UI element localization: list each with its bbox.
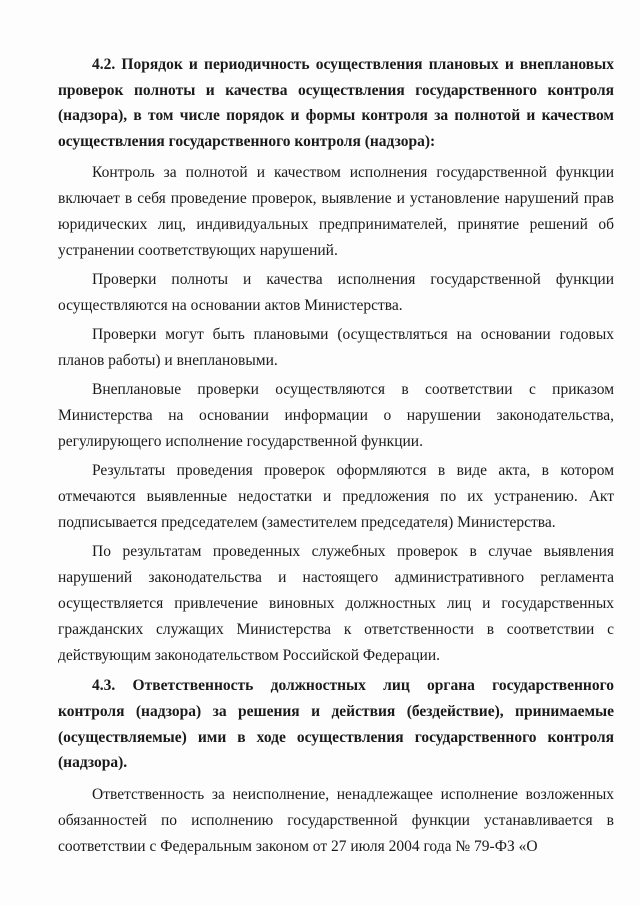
- paragraph-unplanned-checks: Внеплановые проверки осуществляются в соответствии с приказом Министерства на основании информации о нарушении законодательства, регулирующего исполнение государственной функции.: [58, 381, 614, 451]
- document-body: [58, 52, 614, 863]
- paragraph-checks-basis: Проверки полноты и качества исполнения государственной функции осуществляются на основании актов Министерства.: [58, 271, 614, 315]
- section-4-3-heading: 4.3. Ответственность должностных лиц органа государственного контроля (надзора) за решения и действия (бездействие), принимаемые (осуществляемые) ими в ходе осуществления государственного контроля (надзора).: [58, 677, 614, 772]
- paragraph-check-results: Результаты проведения проверок оформляются в виде акта, в котором отмечаются выявленные недостатки и предложения по их устранению. Акт подписывается председателем (заместителем председателя) Министерства.: [58, 462, 614, 532]
- paragraph-control: Контроль за полнотой и качеством исполнения государственной функции включает в себя проведение проверок, выявление и установление нарушений прав юридических лиц, индивидуальных предпринимателей, принятие решений об устранении соответствующих нарушений.: [58, 164, 614, 260]
- paragraph-responsibility: Ответственность за неисполнение, ненадлежащее исполнение возложенных обязанностей по исполнению государственной функции устанавливается в соответствии с Федеральным законом от 27 июля 2004 года № 79-ФЗ «О: [58, 785, 614, 855]
- section-4-2-heading: 4.2. Порядок и периодичность осуществления плановых и внеплановых проверок полноты и качества осуществления государственного контроля (надзора), в том числе порядок и формы контроля за полнотой и качеством осуществления государственного контроля (надзора):: [58, 56, 614, 150]
- paragraph-checks-types: Проверки могут быть плановыми (осуществляться на основании годовых планов работы) и внеплановыми.: [58, 326, 614, 370]
- paragraph-liability: По результатам проведенных служебных проверок в случае выявления нарушений законодательства и настоящего административного регламента осуществляется привлечение виновных должностных лиц и государственных гражданских служащих Министерства к ответственности в соответствии с действующим законодательством Российской Федерации.: [58, 543, 614, 665]
